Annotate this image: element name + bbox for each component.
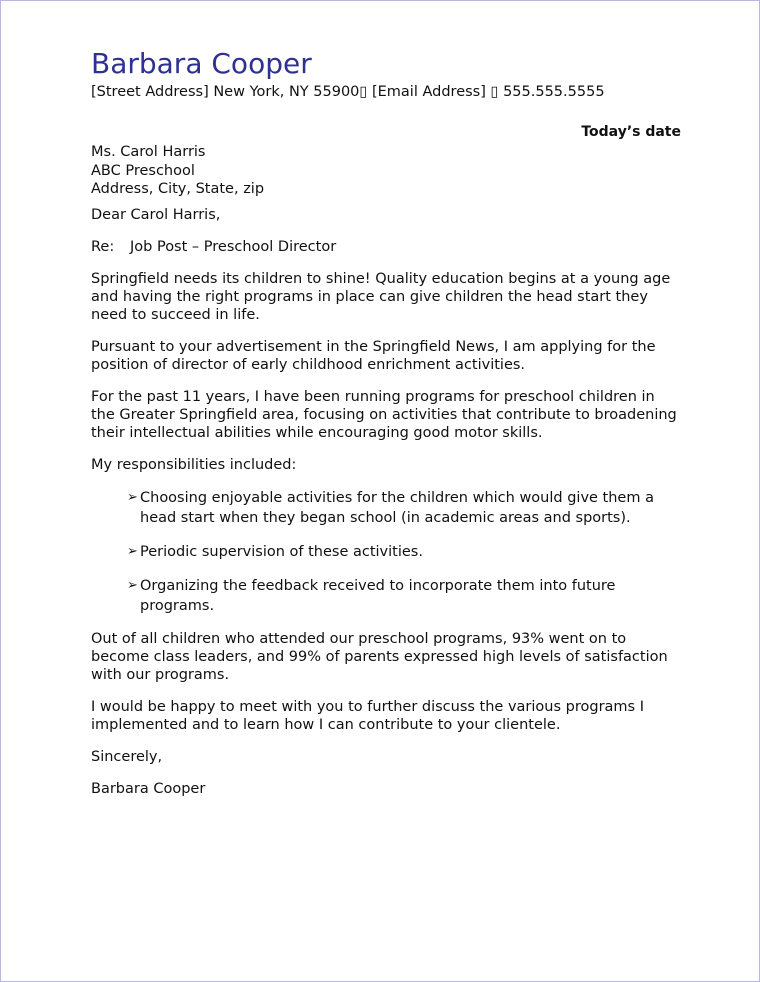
- salutation: Dear Carol Harris,: [91, 206, 221, 223]
- body-paragraph-3: For the past 11 years, I have been running programs for preschool children in the Greater Springfield area, focusing on activities that contribute to broadening their intellectual abilities while encouraging good motor skills.: [91, 388, 677, 441]
- responsibilities-intro: My responsibilities included:: [91, 456, 297, 473]
- signature: Barbara Cooper: [91, 780, 206, 797]
- body-paragraph-6: I would be happy to meet with you to further discuss the various programs I implemented and to learn how I can contribute to your clientele.: [91, 698, 644, 733]
- body-paragraph-1: Springfield needs its children to shine! Quality education begins at a young age and having the right programs in place can give children the head start they need to succeed in life.: [91, 270, 671, 323]
- list-item-text: Choosing enjoyable activities for the children which would give them a head start when they began school (in academic areas and sports).: [140, 489, 654, 526]
- arrow-bullet-icon: ➢: [127, 577, 138, 593]
- recipient-block: [91, 143, 681, 199]
- list-item-text: Periodic supervision of these activities.: [140, 543, 423, 560]
- list-item: [127, 542, 681, 562]
- recipient-name: Ms. Carol Harris: [91, 144, 206, 160]
- recipient-address: Address, City, State, zip: [91, 181, 265, 197]
- recipient-company: ABC Preschool: [91, 162, 195, 179]
- letter-date: Today’s date: [581, 124, 681, 140]
- list-item: [127, 488, 681, 528]
- sender-name: Barbara Cooper: [91, 47, 312, 80]
- arrow-bullet-icon: ➢: [127, 489, 138, 505]
- body-paragraph-2: Pursuant to your advertisement in the Springfield News, I am applying for the position of director of early childhood enrichment activities.: [91, 338, 656, 373]
- list-item-text: Organizing the feedback received to incorporate them into future programs.: [140, 577, 616, 614]
- list-item: [127, 576, 681, 616]
- closing: Sincerely,: [91, 748, 163, 765]
- letter-content: [91, 45, 681, 798]
- subject-line: [91, 238, 681, 256]
- subject-label: Re:: [91, 238, 115, 255]
- subject-text: Job Post – Preschool Director: [130, 238, 337, 255]
- arrow-bullet-icon: ➢: [127, 543, 138, 559]
- responsibilities-list: [91, 488, 681, 616]
- body-paragraph-5: Out of all children who attended our preschool programs, 93% went on to become class leaders, and 99% of parents expressed high levels of satisfaction with our programs.: [91, 630, 668, 683]
- sender-contact-line: [Street Address] New York, NY 55900▯ [Email Address] ▯ 555.555.5555: [91, 84, 605, 100]
